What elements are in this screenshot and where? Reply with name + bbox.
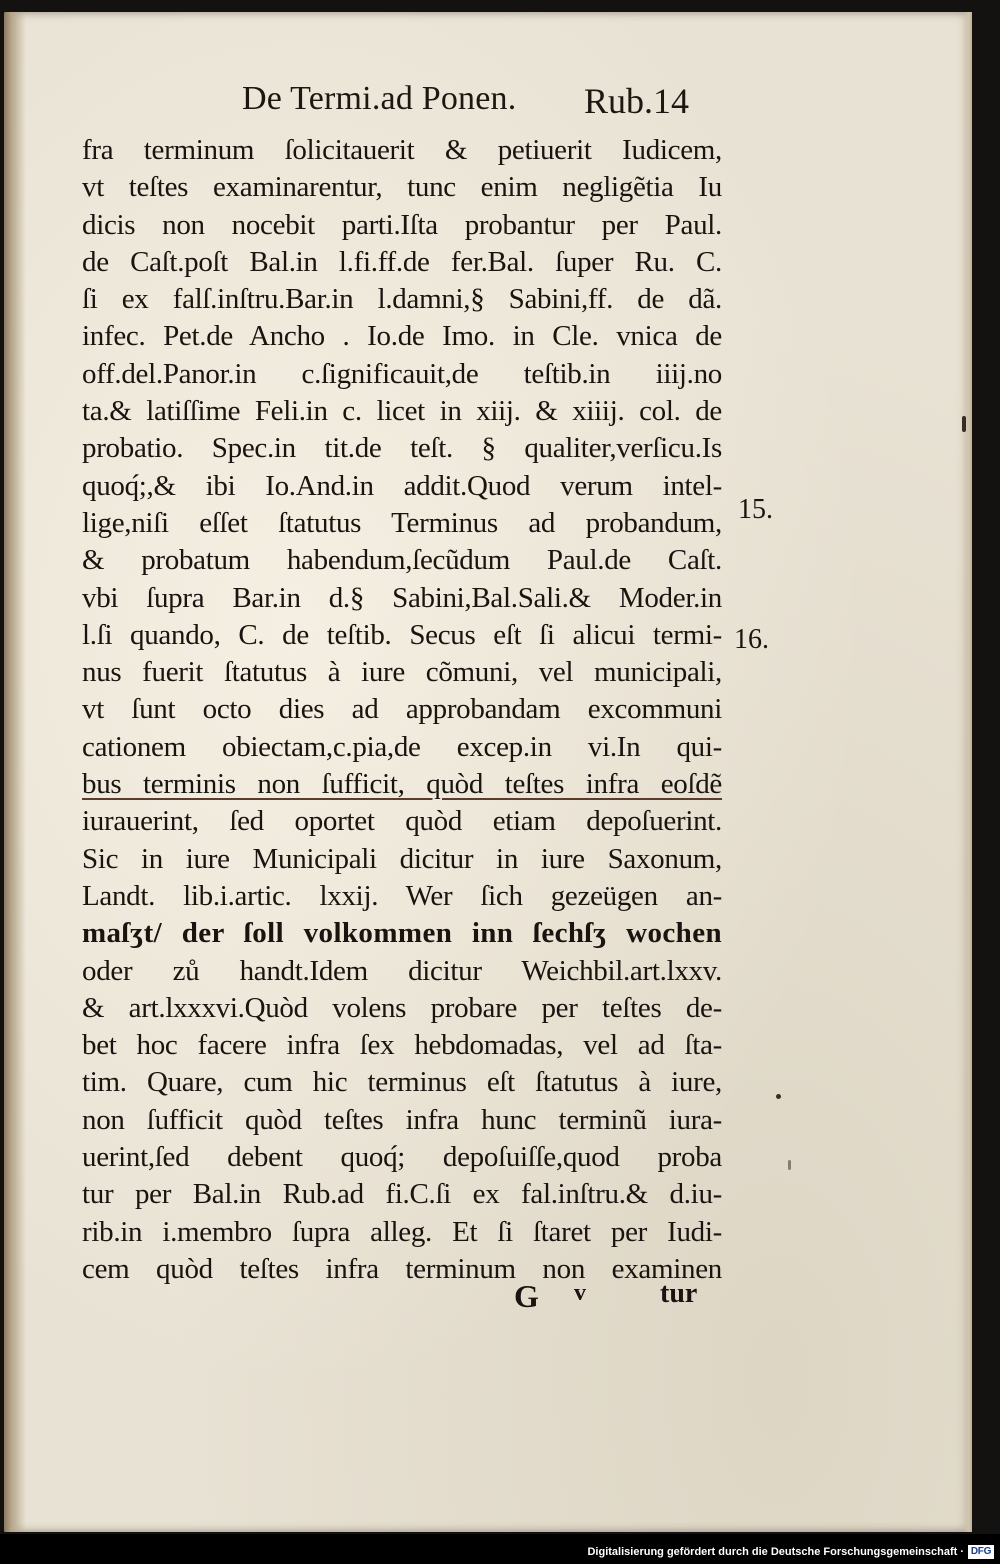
running-title: De Termi.ad Ponen. (242, 80, 517, 117)
text-line: probatio. Spec.in tit.de teſt. § qualiter,verſicu.Is (82, 432, 722, 465)
text-line: cem quòd teſtes infra terminum non examinen (82, 1252, 722, 1285)
funding-credit: Digitalisierung gefördert durch die Deutsche Forschungsgemeinschaft · (587, 1546, 964, 1558)
text-line: bet hoc facere infra ſex hebdomadas, vel ad ſta- (82, 1029, 722, 1062)
text-line: Landt. lib.i.artic. lxxij. Wer ſich gezeügen an- (82, 879, 722, 912)
text-line: quoq́;,& ibi Io.And.in addit.Quod verum intel- (82, 469, 722, 502)
page-header (4, 80, 972, 130)
signature-line (514, 1278, 704, 1318)
text-line: rib.in i.membro ſupra alleg. Et ſi ſtaret per Iudi- (82, 1215, 722, 1248)
text-line: vt ſunt octo dies ad approbandam excommuni (82, 693, 722, 726)
margin-note-16: 16. (734, 624, 769, 655)
text-line: nus fuerit ſtatutus à iure cõmuni, vel municipali, (82, 656, 722, 689)
dfg-logo: DFG (968, 1545, 994, 1559)
ink-speck (788, 1160, 791, 1170)
text-line-underlined: bus terminis non ſufficit, quòd teſtes infra eoſdẽ (82, 768, 722, 801)
text-line: tim. Quare, cum hic terminus eſt ſtatutus à iure, (82, 1066, 722, 1099)
text-line: de Caſt.poſt Bal.in l.fi.ff.de fer.Bal. ſuper Ru. C. (82, 245, 722, 278)
text-line: off.del.Panor.in c.ſignificauit,de teſtib.in iiij.no (82, 357, 722, 390)
signature-mark: G (514, 1278, 539, 1314)
margin-note-15: 15. (738, 494, 773, 525)
page-edge (962, 12, 972, 1532)
text-line: dicis non nocebit parti.Iſta probantur per Paul. (82, 208, 722, 241)
signature-number: v (574, 1280, 586, 1306)
text-line: & probatum habendum,ſecũdum Paul.de Caſt. (82, 544, 722, 577)
text-line: ſi ex falſ.inſtru.Bar.in l.damni,§ Sabini,ff. de dã. (82, 283, 722, 316)
text-line: oder zů handt.Idem dicitur Weichbil.art.lxxv. (82, 954, 722, 987)
catchword: tur (660, 1278, 698, 1309)
text-line: ta.& latiſſime Feli.in c. licet in xiij. & xiiij. col. de (82, 395, 722, 428)
text-line: vbi ſupra Bar.in d.§ Sabini,Bal.Sali.& Moder.in (82, 581, 722, 614)
text-line: Sic in iure Municipali dicitur in iure Saxonum, (82, 842, 722, 875)
book-page (4, 12, 972, 1532)
text-line: uerint,ſed debent quoq́; depoſuiſſe,quod proba (82, 1141, 722, 1174)
text-line: vt teſtes examinarentur, tunc enim negligẽtia Iu (82, 171, 722, 204)
text-line-fraktur: maſʒt/ der ſoll volkommen inn ſechſʒ wochen (82, 917, 722, 950)
ink-speck (962, 416, 966, 432)
text-line: fra terminum ſolicitauerit & petiuerit Iudicem, (82, 134, 722, 166)
text-line: infec. Pet.de Ancho . Io.de Imo. in Cle. vnica de (82, 320, 722, 353)
page-gutter (4, 12, 26, 1532)
text-line: & art.lxxxvi.Quòd volens probare per teſtes de- (82, 991, 722, 1024)
scan-footer (0, 1534, 1000, 1564)
text-line: iurauerint, ſed oportet quòd etiam depoſuerint. (82, 805, 722, 838)
rubric-number: Rub.14 (584, 81, 690, 121)
text-line: non ſufficit quòd teſtes infra hunc terminũ iura- (82, 1103, 722, 1136)
ink-speck (776, 1094, 781, 1099)
text-line: tur per Bal.in Rub.ad fi.C.ſi ex fal.inſtru.& d.iu- (82, 1178, 722, 1211)
text-line: l.ſi quando, C. de teſtib. Secus eſt ſi alicui termi- (82, 618, 722, 651)
text-line: lige,niſi eſſet ſtatutus Terminus ad probandum, (82, 506, 722, 539)
body-text (82, 132, 722, 1288)
text-line: cationem obiectam,c.pia,de excep.in vi.In qui- (82, 730, 722, 763)
